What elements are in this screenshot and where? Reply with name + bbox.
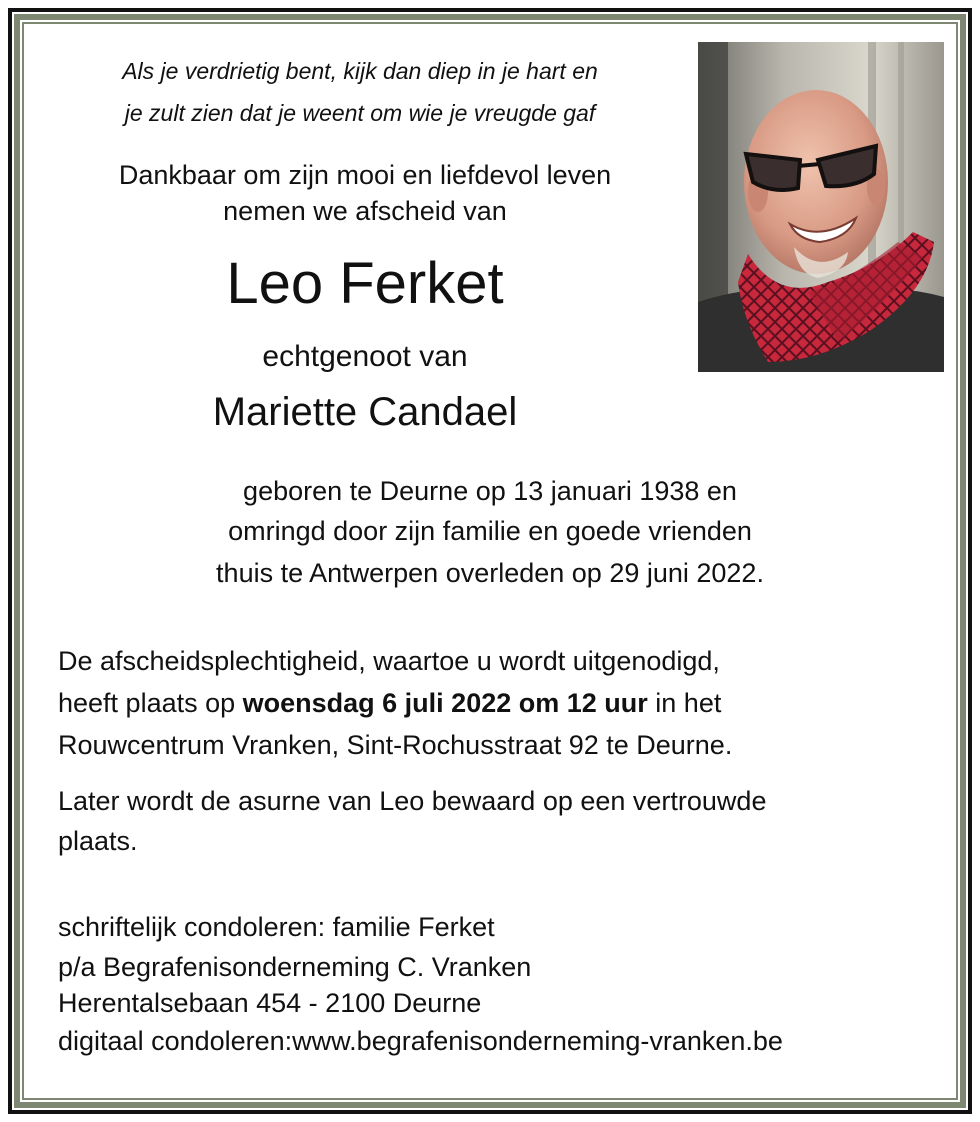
urn-line-1: Later wordt de asurne van Leo bewaard op een vertrouwde [58,786,767,816]
spouse-label: echtgenoot van [262,340,468,373]
bio-line-3: thuis te Antwerpen overleden op 29 juni 2022. [216,558,764,588]
poem-line-1: Als je verdrietig bent, kijk dan diep in je hart en [122,58,598,84]
intro-line-1: Dankbaar om zijn mooi en liefdevol leven [118,160,612,190]
contact-line-4: digitaal condoleren:www.begrafenisonderneming-vranken.be [58,1026,783,1056]
ceremony-line-2-post: in het [647,688,722,718]
ceremony-line-3: Rouwcentrum Vranken, Sint-Rochusstraat 92 te Deurne. [58,730,733,760]
ceremony-line-1: De afscheidsplechtigheid, waartoe u wordt uitgenodigd, [58,646,720,676]
urn-line-2: plaats. [58,826,138,856]
intro-line-2: nemen we afscheid van [223,196,507,226]
poem-line-2: je zult zien dat je weent om wie je vreugde gaf [124,100,596,126]
ceremony-line-2 [58,688,721,719]
contact-line-3: Herentalsebaan 454 - 2100 Deurne [58,988,482,1018]
contact-line-1: schriftelijk condoleren: familie Ferket [58,912,495,942]
bio-line-1: geboren te Deurne op 13 januari 1938 en [243,476,737,506]
spouse-name: Mariette Candael [212,390,518,434]
contact-line-2: p/a Begrafenisonderneming C. Vranken [58,952,532,982]
ceremony-line-2-pre: heeft plaats op [58,688,243,718]
portrait-photo [698,42,944,372]
ceremony-date-time: woensdag 6 juli 2022 om 12 uur [242,688,648,718]
deceased-name: Leo Ferket [226,251,504,316]
bio-line-2: omringd door zijn familie en goede vrienden [228,516,752,546]
